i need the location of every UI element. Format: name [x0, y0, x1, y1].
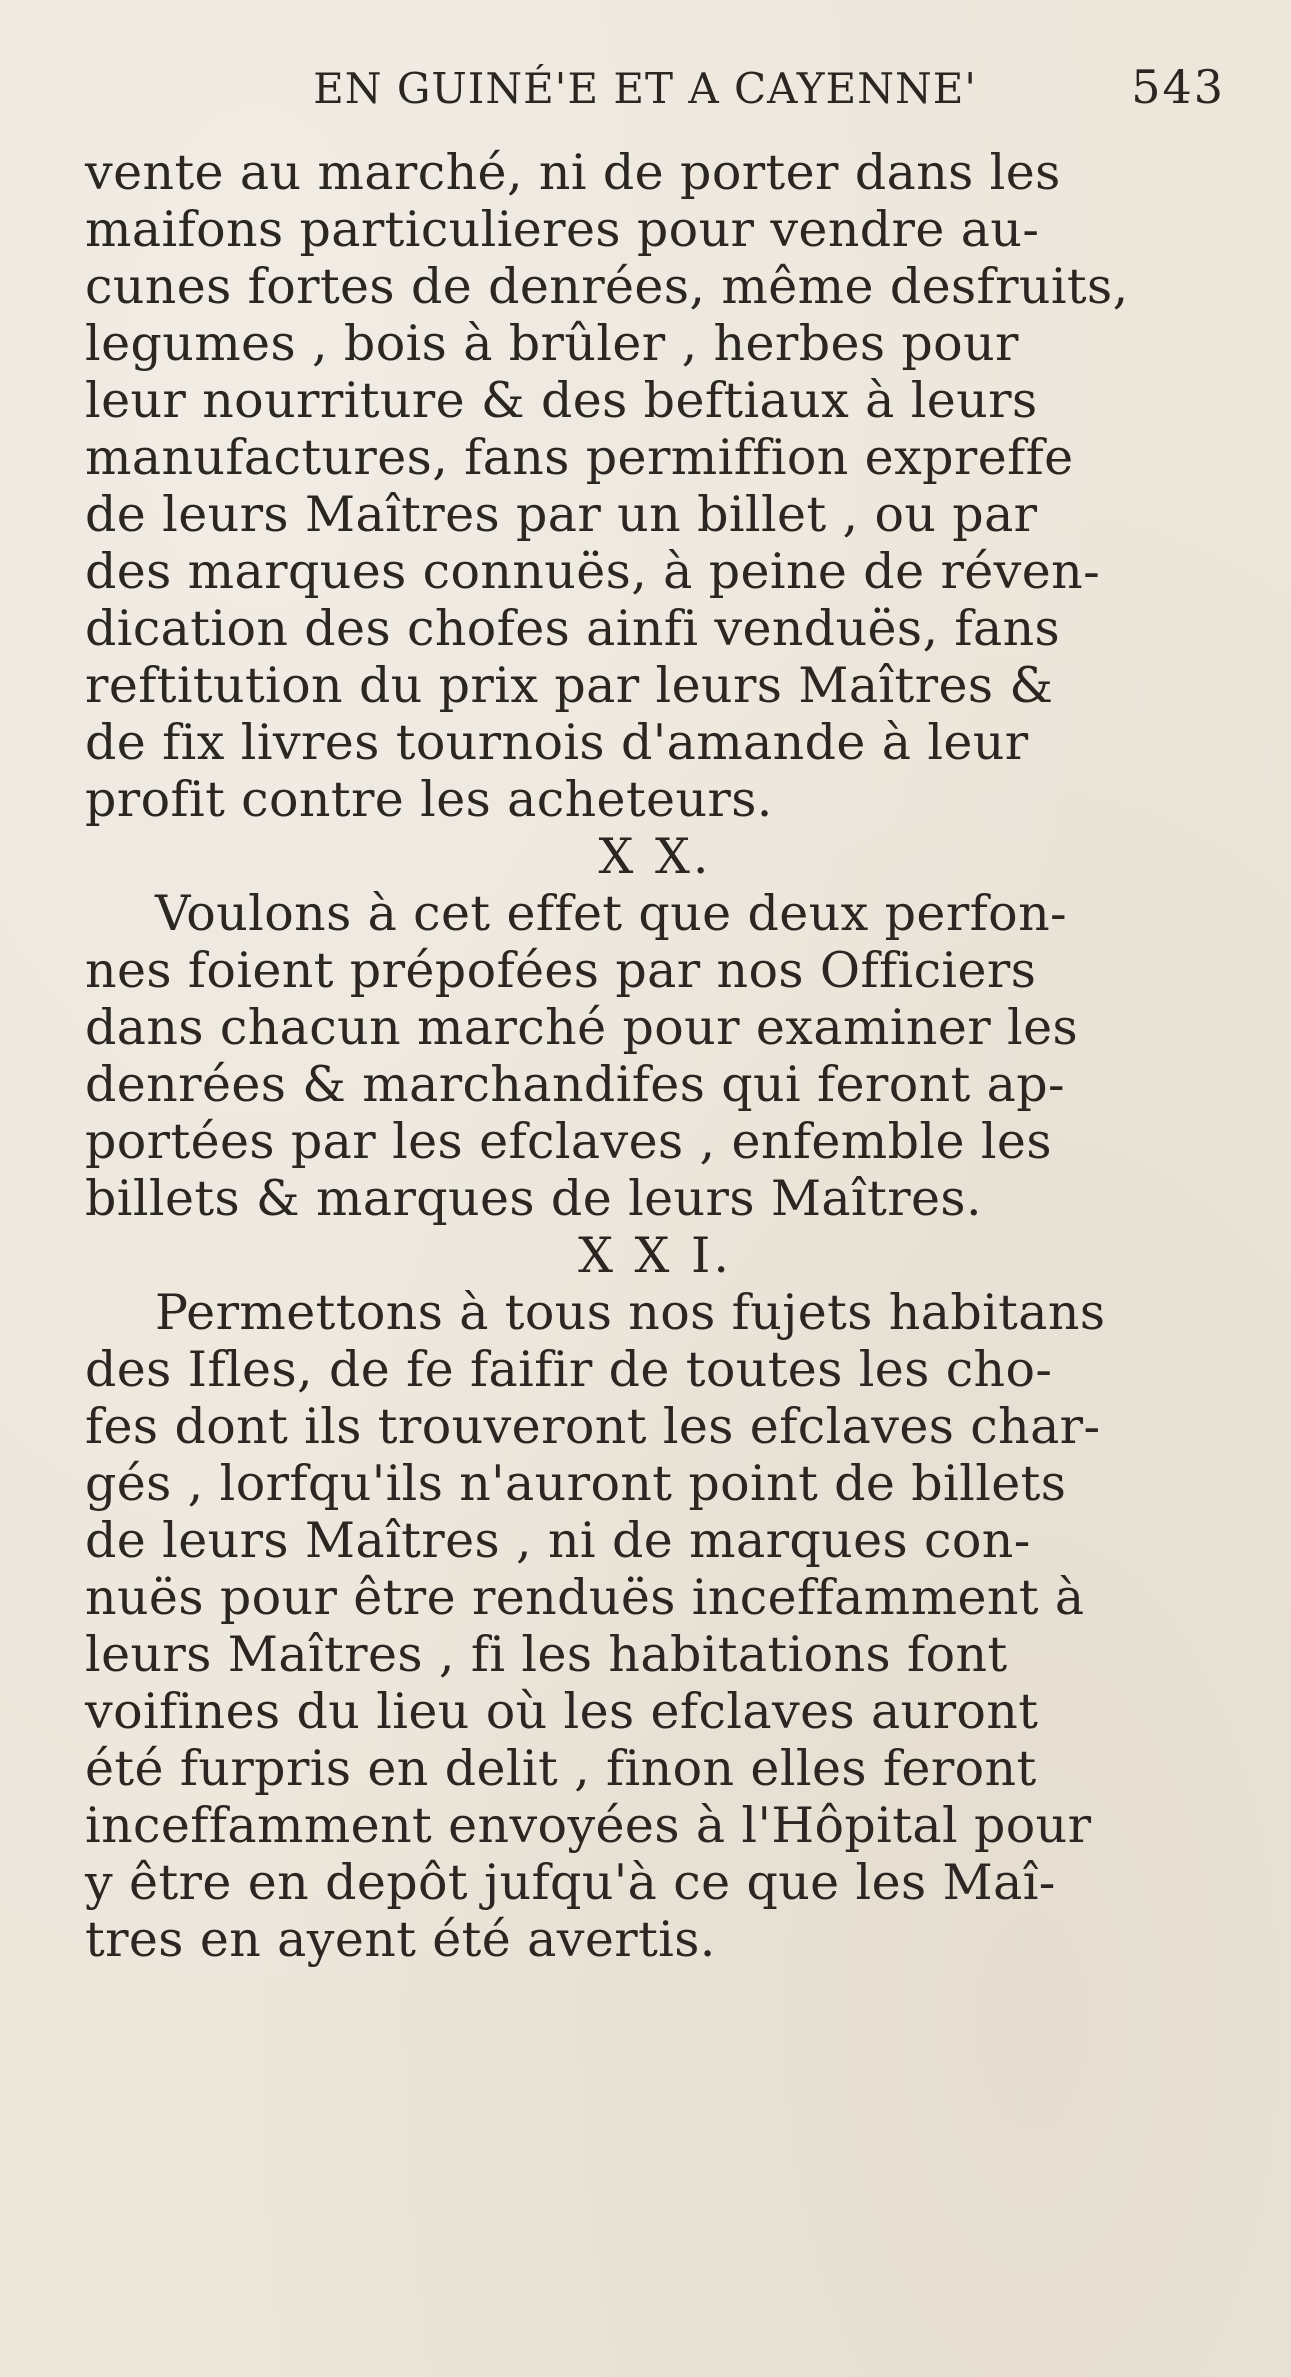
text-line: denrées & marchandifes qui feront ap-	[85, 1056, 1066, 1113]
text-line: cunes fortes de denrées, même desfruits,	[85, 258, 1129, 315]
text-line: maifons particulieres pour vendre au-	[85, 201, 1040, 258]
article-20	[85, 828, 1225, 1227]
text-line: voifines du lieu où les efclaves auront	[85, 1683, 1039, 1740]
text-line: été furpris en delit , finon elles feront	[85, 1740, 1037, 1797]
paragraph-continuation	[85, 144, 1225, 828]
running-head	[85, 60, 1225, 144]
text-line: des Ifles, de fe faifir de toutes les cho-	[85, 1341, 1053, 1398]
text-line: gés , lorfqu'ils n'auront point de billets	[85, 1455, 1067, 1512]
text-line: billets & marques de leurs Maîtres.	[85, 1170, 982, 1227]
text-line: vente au marché, ni de porter dans les	[85, 144, 1061, 201]
text-line: dication des chofes ainfi venduës, fans	[85, 600, 1061, 657]
text-line: des marques connuës, à peine de réven-	[85, 543, 1101, 600]
text-line: de leurs Maîtres , ni de marques con-	[85, 1512, 1031, 1569]
text-line: profit contre les acheteurs.	[85, 771, 773, 828]
text-line: manufactures, fans permiffion expreffe	[85, 429, 1074, 486]
text-line: dans chacun marché pour examiner les	[85, 999, 1079, 1056]
text-line: nes foient prépofées par nos Officiers	[85, 942, 1037, 999]
text-line: leur nourriture & des beftiaux à leurs	[85, 372, 1038, 429]
article-heading: X X.	[598, 828, 712, 885]
text-line: tres en ayent été avertis.	[85, 1911, 716, 1968]
text-line: portées par les efclaves , enfemble les	[85, 1113, 1052, 1170]
page-text-block	[85, 60, 1225, 1968]
page-number: 543	[1131, 60, 1225, 114]
text-line: Voulons à cet effet que deux perfon-	[155, 885, 1067, 942]
text-line: leurs Maîtres , fi les habitations font	[85, 1626, 1008, 1683]
text-line: reftitution du prix par leurs Maîtres &	[85, 657, 1054, 714]
text-line: fes dont ils trouveront les efclaves char-	[85, 1398, 1101, 1455]
text-line: de leurs Maîtres par un billet , ou par	[85, 486, 1038, 543]
article-heading: X X I.	[578, 1227, 732, 1284]
text-line: nuës pour être renduës inceffamment à	[85, 1569, 1085, 1626]
running-title: EN GUINÉ'E ET A CAYENNE'	[313, 64, 977, 113]
text-line: y être en depôt jufqu'à ce que les Maî-	[85, 1854, 1056, 1911]
text-line: legumes , bois à brûler , herbes pour	[85, 315, 1019, 372]
text-line: Permettons à tous nos fujets habitans	[155, 1284, 1106, 1341]
article-21	[85, 1227, 1225, 1968]
text-line: inceffamment envoyées à l'Hôpital pour	[85, 1797, 1092, 1854]
text-line: de fix livres tournois d'amande à leur	[85, 714, 1029, 771]
